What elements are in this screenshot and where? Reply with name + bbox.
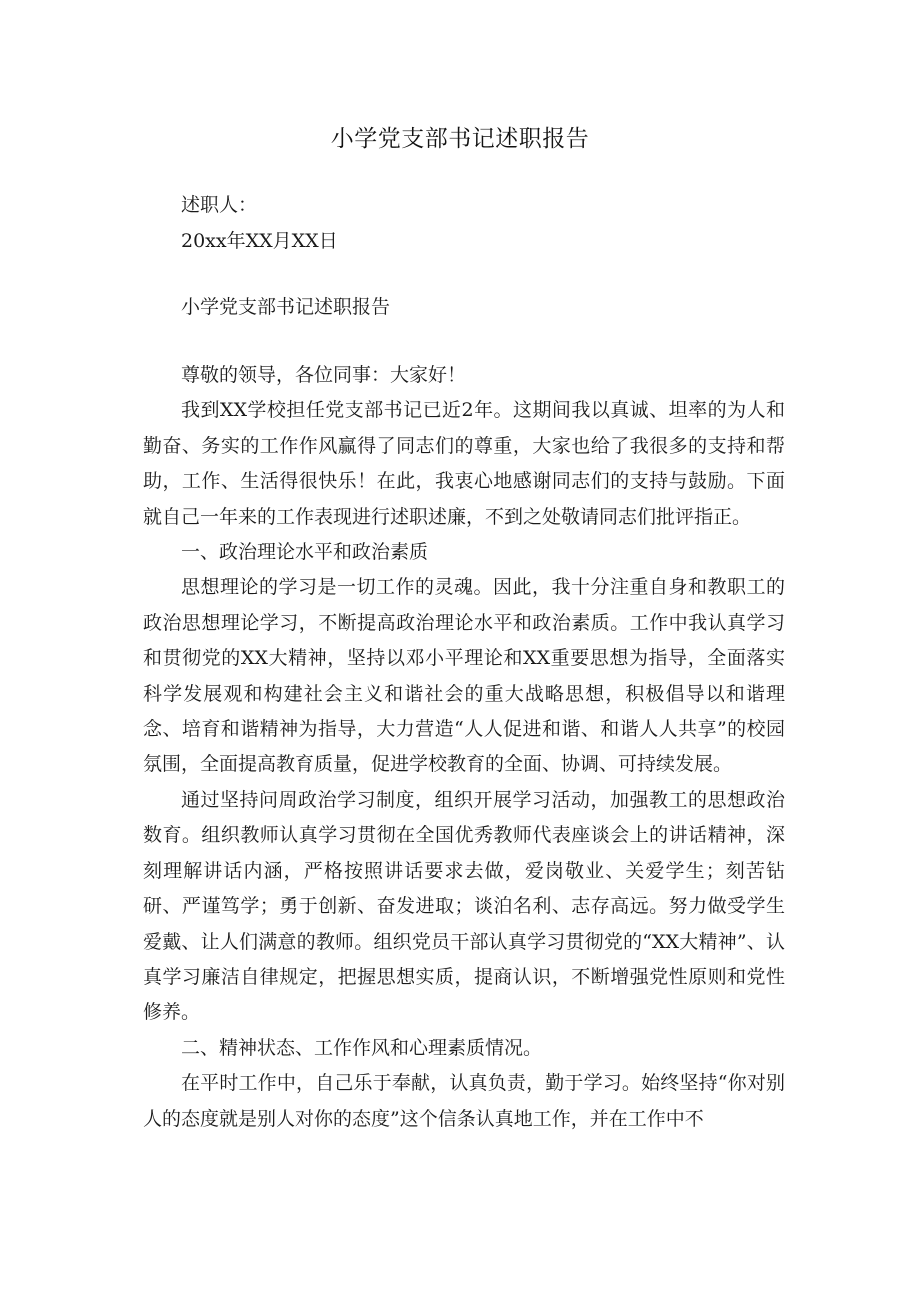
report-date: 20xx年XX月XX日 (181, 230, 338, 252)
section-heading-1: 一、政治理论水平和政治素质 (181, 541, 429, 564)
author-label: 述职人： (181, 194, 258, 216)
document-body (143, 358, 785, 1137)
section-heading-2: 二、精神状态、工作作风和心理素质情况。 (181, 1036, 543, 1059)
body-paragraph: 通过坚持问周政治学习制度，组织开展学习活动，加强教工的思想政治数育。组织教师认真学习贯彻在全国优秀教师代表座谈会上的讲话精神，深刻理解讲话内涵，严格按照讲话要求去做，爱岗敬业、关爱学生；刻苦钻研、严谨笃学；勇于创新、奋发进取；谈泊名利、志存高远。努力做受学生爱戴、让人们满意的教师。组织党员干部认真学习贯彻党的“XX大精神”、认真学习廉洁自律规定，把握思想实质，提商认识，不断增强党性原则和党性修养。 (143, 788, 785, 1024)
body-paragraph: 思想理论的学习是一切工作的灵魂。因此，我十分注重自身和教职工的政治思想理论学习，不断提高政治理论水平和政治素质。工作中我认真学习和贯彻党的XX大精神，坚持以邓小平理论和XX重要思想为指导，全面落实科学发展观和构建社会主义和谐社会的重大战略思想，积极倡导以和谐理念、培育和谐精神为指导，大力营造“人人促进和谐、和谐人人共享”的校园氛围，全面提高教育质量，促进学校教育的全面、协调、可持续发展。 (143, 576, 785, 776)
intro-paragraph: 我到XX学校担任党支部书记已近2年。这期间我以真诚、坦率的为人和勤奋、务实的工作作风赢得了同志们的尊重，大家也给了我很多的支持和帮助，工作、生活得很快乐！在此，我衷心地感谢同志们的支持与鼓励。下面就自己一年来的工作表现进行述职述廉，不到之处敬请同志们批评指正。 (143, 399, 785, 528)
greeting-paragraph: 尊敬的领导，各位同事：大家好！ (181, 364, 467, 386)
document-subtitle: 小学党支部书记述职报告 (181, 296, 391, 318)
document-title: 小学党支部书记述职报告 (330, 126, 590, 152)
body-paragraph: 在平时工作中，自己乐于奉献，认真负责，勤于学习。始终坚持“你对别人的态度就是别人对你的态度”这个信条认真地工作，并在工作中不 (143, 1072, 785, 1130)
